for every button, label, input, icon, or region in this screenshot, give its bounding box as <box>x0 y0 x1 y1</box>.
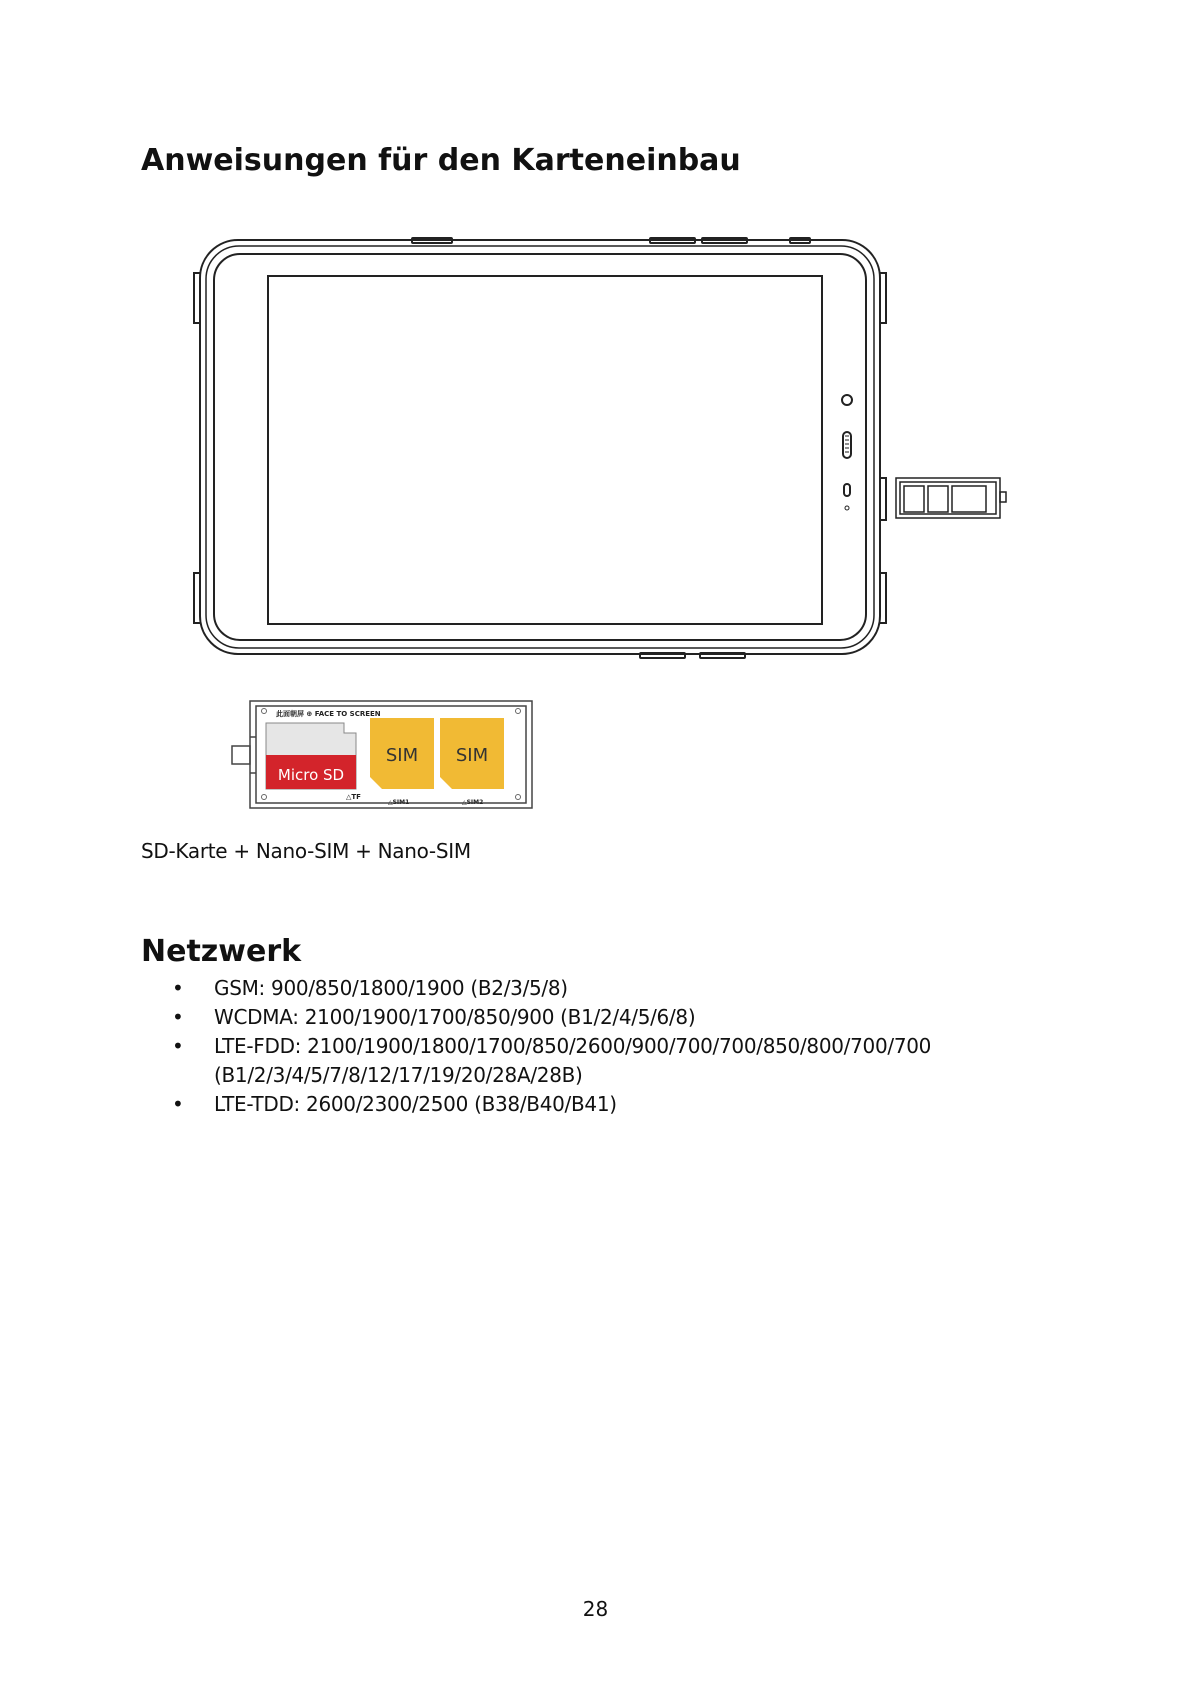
bullet-icon: • <box>172 1034 184 1058</box>
microsd-label: Micro SD <box>277 766 345 784</box>
sim1-label: SIM <box>385 745 419 766</box>
bullet-icon: • <box>172 1005 184 1029</box>
section-title-network: Netzwerk <box>141 934 302 969</box>
card-combination-caption: SD-Karte + Nano-SIM + Nano-SIM <box>141 839 471 863</box>
face-to-screen-label: 此面朝屏 ⊕ FACE TO SCREEN <box>276 710 381 718</box>
tf-slot-label: △TF <box>346 793 361 801</box>
page-number: 28 <box>582 1597 609 1621</box>
list-item: • WCDMA: 2100/1900/1700/850/900 (B1/2/4/5/6/8) <box>172 1003 1044 1032</box>
sim2-slot-label: △SIM2 <box>462 799 484 806</box>
bullet-icon: • <box>172 976 184 1000</box>
bullet-icon: • <box>172 1092 184 1116</box>
tablet-illustration <box>190 228 1020 668</box>
microsd-card <box>266 723 356 789</box>
sim2-label: SIM <box>455 745 489 766</box>
sim-card-2 <box>440 718 504 789</box>
network-band-list <box>172 974 1044 1119</box>
page-title: Anweisungen für den Karteneinbau <box>141 143 741 178</box>
list-item: • LTE-FDD: 2100/1900/1800/1700/850/2600/900/700/700/850/800/700/700 (B1/2/3/4/5/7/8/12/17/19/20/28A/28B) <box>172 1034 932 1087</box>
sim-card-1 <box>370 718 434 789</box>
list-item: • LTE-TDD: 2600/2300/2500 (B38/B40/B41) <box>172 1090 1044 1119</box>
list-item: • GSM: 900/850/1800/1900 (B2/3/5/8) <box>172 974 1044 1003</box>
card-tray-illustration <box>228 697 538 812</box>
sim1-slot-label: △SIM1 <box>388 799 410 806</box>
